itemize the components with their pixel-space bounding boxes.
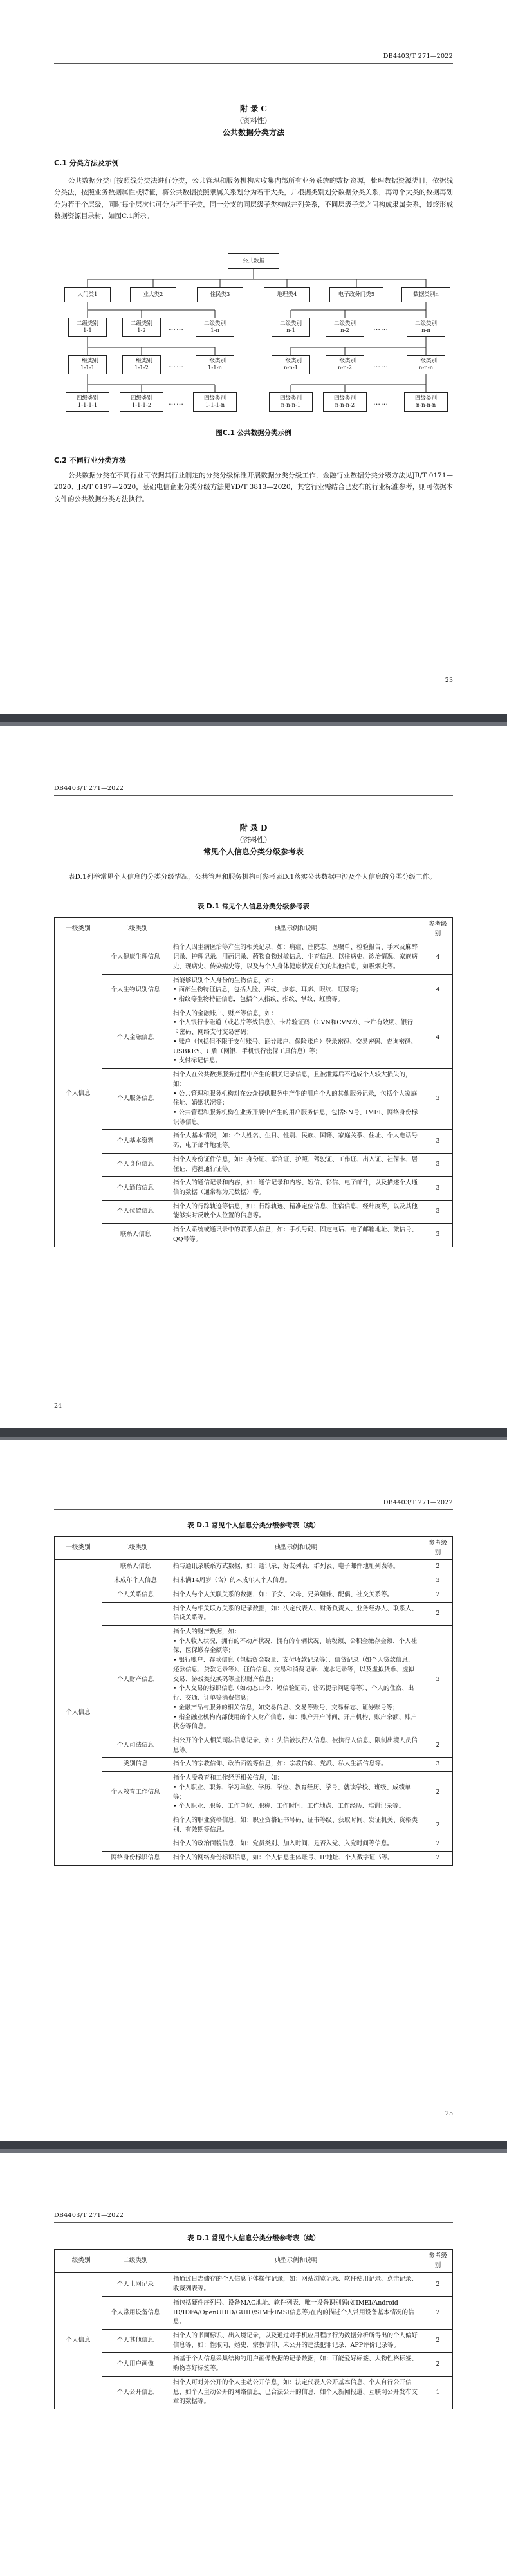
header-rule [54, 795, 453, 796]
table-row [55, 1588, 453, 1602]
table-header-row [55, 1537, 453, 1560]
page-number: 25 [445, 2110, 453, 2117]
secondary-category-cell: 个人上网记录 [102, 2273, 169, 2296]
appendix-label: 附 录 D [239, 823, 268, 833]
page-25 [0, 1440, 507, 2141]
description-cell: 指个人受教育和工作经历相关信息，如： • 个人职业、职务、学习单位、学历、学位、教育经历、学号、就读学校、班级、成绩单等； • 个人职业、职务、工作单位、职称、工作时间、工作地点、工作经历、培训记录等。 [169, 1772, 423, 1814]
page-separator [0, 2141, 507, 2153]
node-l4: 四级类别 1-1-1-1 [66, 392, 109, 412]
ellipsis: …… [169, 398, 184, 407]
node-l1: 大门类1 [64, 287, 111, 302]
secondary-category-cell: 个人财产信息 [102, 1626, 169, 1734]
table-body [55, 2273, 453, 2409]
secondary-category-cell: 个人通信信息 [102, 1177, 169, 1200]
node-l2: 二级类别 n-2 [326, 318, 364, 337]
table-caption: 表 D.1 常见个人信息分类分级参考表 [197, 903, 310, 910]
level-cell: 2 [423, 1814, 453, 1837]
table-row [55, 1069, 453, 1130]
page-separator [0, 714, 507, 726]
page-26 [0, 2153, 507, 2576]
level-cell: 2 [423, 1734, 453, 1757]
ellipsis: …… [373, 361, 389, 369]
body-paragraph: 公共数据分类可按照线分类法进行分类，公共管理和服务机构应收集内部所有业务系统的数据资源，梳理数据资源类目，依据线分类法，按照业务数据属性或特征，将公共数据按照隶属关系划分为若干大类，并根据类别划分数据分类关系，再每个大类的数据再划分为若干个层级，同时每个层次也可分为若干子类，同一分支的同层级子类构成并列关系，不同层级子类之间构成隶属关系，最终形成数据资源目录树，如图C.1所示。 [54, 177, 453, 221]
level-cell: 3 [423, 1758, 453, 1772]
node-l1: 数据类别n [401, 287, 450, 302]
table-caption: 表 D.1 常见个人信息分类分级参考表（续） [187, 2234, 320, 2242]
table-row [55, 1153, 453, 1176]
description-cell: 指通过日志储存的个人信息主体操作记录，如：网站浏览记录、软件使用记录、点击记录、收藏列表等。 [169, 2273, 423, 2296]
table-row [55, 1626, 453, 1734]
table-row [55, 1130, 453, 1153]
secondary-category-cell: 联系人信息 [102, 1560, 169, 1574]
node-l2: 二级类别 n-n [407, 318, 445, 337]
header-rule [54, 63, 453, 64]
table-row [55, 1177, 453, 1200]
node-root: 公共数据 [228, 253, 279, 269]
level-cell: 4 [423, 941, 453, 974]
figure-caption: 图C.1 公共数据分类示例 [216, 429, 291, 437]
node-l3: 三级类别 1-1-n [196, 355, 234, 374]
node-l1: 电子政务门类5 [329, 287, 383, 302]
description-cell: 指包括硬件序列号、设备MAC地址、软件列表、唯一设备识别码(如IMEI/Android ID/IDFA/OpenUDID/GUID/SIM卡IMSI信息等)在内的描述个人常用设备基本情况的信息。 [169, 2296, 423, 2329]
level-cell: 2 [423, 2273, 453, 2296]
col-header: 参考级别 [423, 2250, 453, 2273]
node-l3: 三级类别 n-n-1 [272, 355, 310, 374]
description-cell: 指个人的宗教信仰、政治面貌等信息，如：宗教信仰、党派、私人生活信息等。 [169, 1758, 423, 1772]
primary-category-cell: 个人信息 [55, 941, 102, 1247]
page-separator [0, 1428, 507, 1440]
ellipsis: …… [373, 398, 389, 407]
node-l4: 四级类别 1-1-1-n [193, 392, 237, 412]
description-cell: 指基于个人信息采集结构的用户画像数据的记录数据，如：可能爱好标签、人物性格标签、购物喜好标签等。 [169, 2353, 423, 2376]
running-header: DB4403/T 271—2022 [54, 2212, 124, 2219]
node-l4: 四级类别 n-n-n-2 [323, 392, 367, 412]
description-cell: 指个人的金融账户、财产等信息，如： • 个人银行卡磁道（或芯片等效信息）、卡片验证码（CVN和CVN2）、卡片有效期、银行卡密码、网络支付交易密码； • 账户（包括但不限于支付账号、证券账户、保险账户）登录密码、交易密码、查询密码、USBKEY、U盾（网银、手机银行密保工具信息）等； • 支付标记信息。 [169, 1007, 423, 1068]
secondary-category-cell: 个人健康生理信息 [102, 941, 169, 974]
node-l2: 二级类别 1-2 [122, 318, 161, 337]
description-cell: 指未满14周岁（含）的未成年人个人信息。 [169, 1574, 423, 1588]
description-cell: 指个人的政治面貌信息，如：党员类别、加入时间、是否入党、入党时间等信息。 [169, 1837, 423, 1852]
secondary-category-cell: 个人生物识别信息 [102, 974, 169, 1007]
description-cell: 指能够识别个人身份的生物信息，如： • 面部生物特征信息，包括人脸、声纹、步态、耳廓、眼纹、虹膜等； • 指纹等生物特征信息，包括个人指纹、指纹、掌纹、虹膜等。 [169, 974, 423, 1007]
page-23 [0, 0, 507, 714]
level-cell: 3 [423, 1069, 453, 1130]
col-header: 一级类别 [55, 2250, 102, 2273]
secondary-category-cell: 未成年个人信息 [102, 1574, 169, 1588]
col-header: 参考级别 [423, 1537, 453, 1560]
col-header: 一级类别 [55, 1537, 102, 1560]
level-cell: 4 [423, 974, 453, 1007]
table-row [55, 2376, 453, 2409]
description-cell: 指个人的书面标识、出入境记录，以及通过对手机应用程序行为数据分析所得出的个人偏好信息等，如：性取向、婚史、宗教信仰、未公开的违法犯罪记录、APP评价记录等。 [169, 2330, 423, 2353]
node-l3: 三级类别 n-n-2 [326, 355, 364, 374]
table-header-row [55, 918, 453, 941]
description-cell: 指个人的网络身份标识信息，如：个人信息主体账号、IP地址、个人数字证书等。 [169, 1852, 423, 1866]
level-cell: 3 [423, 1200, 453, 1223]
table-row [55, 941, 453, 974]
secondary-category-cell: 个人教育工作信息 [102, 1772, 169, 1814]
col-header: 典型示例和说明 [169, 1537, 423, 1560]
level-cell: 2 [423, 1852, 453, 1866]
primary-category-cell: 个人信息 [55, 1560, 102, 1865]
table-row [55, 974, 453, 1007]
table-row [55, 1574, 453, 1588]
classification-table [54, 2249, 453, 2409]
secondary-category-cell: 个人基本资料 [102, 1130, 169, 1153]
appendix-nature: （资料性） [235, 836, 272, 845]
level-cell: 3 [423, 1626, 453, 1734]
table-row [55, 2296, 453, 2329]
secondary-category-cell: 个人服务信息 [102, 1069, 169, 1130]
running-header: DB4403/T 271—2022 [54, 785, 124, 792]
table-row [55, 1224, 453, 1247]
table-row [55, 1837, 453, 1852]
header-rule [54, 1509, 453, 1510]
appendix-heading [54, 103, 453, 139]
table-caption: 表 D.1 常见个人信息分类分级参考表（续） [187, 1522, 320, 1529]
node-l2: 二级类别 1-n [196, 318, 234, 337]
section-heading: C.1 分类方法及示例 [54, 159, 119, 167]
level-cell: 2 [423, 2296, 453, 2329]
level-cell: 2 [423, 1588, 453, 1602]
node-l4: 四级类别 1-1-1-2 [120, 392, 163, 412]
ellipsis: …… [169, 361, 184, 369]
col-header: 一级类别 [55, 918, 102, 941]
secondary-category-cell: 类别信息 [102, 1758, 169, 1772]
page-number: 24 [54, 1403, 62, 1410]
node-l2: 二级类别 1-1 [68, 318, 107, 337]
description-cell: 指个人的行踪轨迹等信息，如：行踪轨迹、精准定位信息、住宿信息、经纬度等，以及其他能够实时反映个人位置的信息等。 [169, 1200, 423, 1223]
table-header-row [55, 2250, 453, 2273]
diagram-connectors [54, 247, 453, 440]
table-row [55, 1560, 453, 1574]
col-header: 典型示例和说明 [169, 918, 423, 941]
node-l3: 三级类别 1-1-2 [122, 355, 161, 374]
col-header: 二级类别 [102, 1537, 169, 1560]
classification-diagram [54, 247, 453, 440]
col-header: 参考级别 [423, 918, 453, 941]
description-cell: 指个人与个人关联关系的数据，如：子女、父母、兄弟姐妹、配偶、社交关系等。 [169, 1588, 423, 1602]
description-cell: 指个人可对外公开的个人主动公开信息，如：法定代表人公开基本信息、个人自行公开信息，如个人主动公开的网络信息、已合法公开的信息，如个人新闻报道、互联网公开发布文章的数据等。 [169, 2376, 423, 2409]
appendix-heading [54, 822, 453, 858]
table-row [55, 2353, 453, 2376]
ellipsis: …… [169, 324, 184, 332]
node-l3: 三级类别 1-1-1 [68, 355, 107, 374]
primary-category-cell: 个人信息 [55, 2273, 102, 2409]
body-paragraph: 公共数据分类在不同行业可依据其行业制定的分类分级标准开展数据分类分级工作，金融行业数据分类分级方法见JR/T 0171—2020、JR/T 0197—2020，基础电信企业分类分级方法见YD/T 3813—2020，其它行业需结合已发布的行业标准参考，则可依据本文件的公共数据分类方法执行。 [54, 472, 453, 503]
secondary-category-cell: 个人关系信息 [102, 1588, 169, 1602]
description-cell: 指个人系统或通讯录中的联系人信息，如：手机号码、固定电话、电子邮箱地址、微信号、QQ号等。 [169, 1224, 423, 1247]
node-l3: 三级类别 n-n-n [407, 355, 445, 374]
secondary-category-cell: 个人金融信息 [102, 1007, 169, 1068]
page-number: 23 [445, 677, 453, 684]
level-cell: 2 [423, 2330, 453, 2353]
level-cell: 3 [423, 1574, 453, 1588]
col-header: 二级类别 [102, 2250, 169, 2273]
running-header: DB4403/T 271—2022 [383, 1499, 453, 1506]
description-cell: 指个人的财产数据，如： • 个人收入状况、拥有的不动产状况、拥有的车辆状况、纳税额、公积金缴存金额、个人社保、医保缴存金额等； • 银行账户、存款信息（包括资金数量、支付收款记录等）、信贷记录（如个人贷款信息、还款信息、贷款记录等）、征信信息、交易和消费记录、流水记录等，以及虚拟货币、虚拟交易、游戏类兑换码等虚拟财产信息； • 个人交易的标识信息（如动态口令、短信验证码、密码提示问题等等）、个人的住宿、出行、交通、订单等消费信息； • 金融产品与服务的相关信息，如交易信息、交易等账号、交易标志、证券账号等； • 指金融业机构内部使用的个人财产信息，如：账户开户时间、开户机构、账户余额、账户状态等信息。 [169, 1626, 423, 1734]
running-header: DB4403/T 271—2022 [383, 53, 453, 60]
level-cell: 2 [423, 1837, 453, 1852]
description-cell: 指个人身份证件信息，如：身份证、军官证、护照、驾驶证、工作证、出入证、社保卡、居住证、港澳通行证等。 [169, 1153, 423, 1176]
appendix-nature: （资料性） [235, 116, 272, 125]
node-l4: 四级类别 n-n-n-1 [269, 392, 313, 412]
appendix-title: 常见个人信息分类分级参考表 [203, 847, 304, 856]
table-row [55, 1772, 453, 1814]
table-row [55, 2330, 453, 2353]
level-cell: 2 [423, 2353, 453, 2376]
table-body [55, 1560, 453, 1865]
table-row [55, 1758, 453, 1772]
description-cell: 指个人的职业资格信息，如：职业资格证书号码、证书等级、获取时间、发证机关、资格类别、有效期等信息。 [169, 1814, 423, 1837]
level-cell: 3 [423, 1224, 453, 1247]
description-cell: 指个人因生病医治等产生的相关记录，如：病症、住院志、医嘱单、检验报告、手术及麻醉记录、护理记录、用药记录、药物食物过敏信息、生育信息、以往病史、诊治情况、家族病史、现病史、传染病史等，以及与个人身体健康状况有关的其他信息，如吸烟史等。 [169, 941, 423, 974]
body-paragraph: 表D.1列举常见个人信息的分类分级情况，公共管理和服务机构可参考表D.1落实公共数据中涉及个人信息的分类分级工作。 [68, 873, 436, 881]
table-row [55, 1814, 453, 1837]
table-row [55, 1007, 453, 1068]
secondary-category-cell: 联系人信息 [102, 1224, 169, 1247]
level-cell: 3 [423, 1130, 453, 1153]
description-cell: 指个人的通信记录和内容，如：通信记录和内容、短信、彩信、电子邮件，以及描述个人通信的数据（通常称为元数据）等。 [169, 1177, 423, 1200]
table-body [55, 941, 453, 1247]
level-cell: 2 [423, 1602, 453, 1625]
table-row [55, 1734, 453, 1757]
level-cell: 1 [423, 2376, 453, 2409]
page-24 [0, 726, 507, 1428]
description-cell: 指个人在公共数据服务过程中产生的相关记录信息，且被泄露后不造成个人较大损失的，如： • 公共管理和服务机构对在公众提供服务中产生的用户个人的其他服务记录，包括个人家庭住址、婚姻状况等； • 公共管理和服务机构在业务开展中产生的用户服务信息，包括SN号、IMEI、网络身份标识等信息。 [169, 1069, 423, 1130]
table-row [55, 1200, 453, 1223]
level-cell: 2 [423, 1772, 453, 1814]
node-l2: 二级类别 n-1 [272, 318, 310, 337]
level-cell: 3 [423, 1177, 453, 1200]
level-cell: 2 [423, 1560, 453, 1574]
col-header: 二级类别 [102, 918, 169, 941]
level-cell: 3 [423, 1153, 453, 1176]
level-cell: 4 [423, 1007, 453, 1068]
classification-table [54, 917, 453, 1247]
secondary-category-cell [102, 1602, 169, 1625]
secondary-category-cell: 网络身份标识信息 [102, 1852, 169, 1866]
ellipsis: …… [373, 324, 389, 332]
secondary-category-cell: 个人其他信息 [102, 2330, 169, 2353]
description-cell: 指个人基本情况，如：个人姓名、生日、性别、民族、国籍、家庭关系、住址、个人电话号码、电子邮件地址等。 [169, 1130, 423, 1153]
secondary-category-cell [102, 1837, 169, 1852]
secondary-category-cell: 个人司法信息 [102, 1734, 169, 1757]
table-row [55, 1852, 453, 1866]
node-l1: 业大类2 [130, 287, 176, 302]
secondary-category-cell: 个人公开信息 [102, 2376, 169, 2409]
description-cell: 指个人与相关联方关系的记录数据，如：决定代表人、财务负责人、业务经办人、联系人、信贷关系等。 [169, 1602, 423, 1625]
header-rule [54, 2222, 453, 2223]
node-l4: 四级类别 n-n-n-n [404, 392, 448, 412]
appendix-label: 附 录 C [240, 104, 267, 113]
secondary-category-cell [102, 1814, 169, 1837]
node-l1: 住民类3 [197, 287, 243, 302]
secondary-category-cell: 个人身份信息 [102, 1153, 169, 1176]
section-heading: C.2 不同行业分类方法 [54, 456, 126, 465]
secondary-category-cell: 个人位置信息 [102, 1200, 169, 1223]
appendix-title: 公共数据分类方法 [222, 127, 284, 137]
col-header: 典型示例和说明 [169, 2250, 423, 2273]
description-cell: 指与通讯录联系方式数据，如：通讯录、好友列表、群列表、电子邮件地址列表等。 [169, 1560, 423, 1574]
table-row [55, 2273, 453, 2296]
secondary-category-cell: 个人常用设备信息 [102, 2296, 169, 2329]
classification-table [54, 1536, 453, 1866]
secondary-category-cell: 个人用户画像 [102, 2353, 169, 2376]
table-row [55, 1602, 453, 1625]
node-l1: 地理类4 [264, 287, 310, 302]
description-cell: 指公开的个人相关司法信息记录，如：失信被执行人信息、被执行人信息、限制出境人员信息等。 [169, 1734, 423, 1757]
